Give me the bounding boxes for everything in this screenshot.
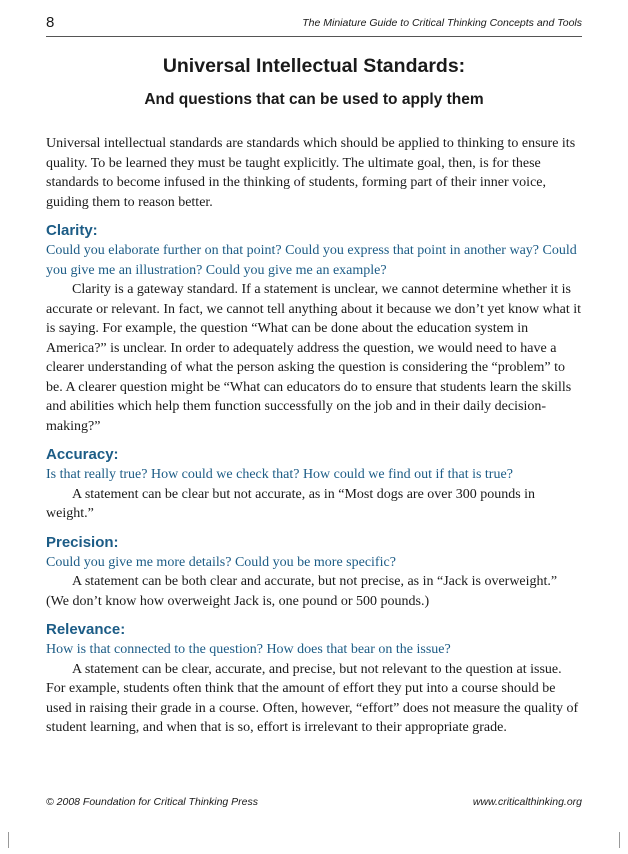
section-precision: [46, 533, 582, 612]
page-footer: [46, 796, 582, 812]
book-title: The Miniature Guide to Critical Thinking Concepts and Tools: [302, 17, 582, 29]
page-number: 8: [46, 14, 55, 31]
section-heading: Clarity:: [46, 222, 98, 239]
running-header: [46, 14, 582, 36]
section-heading: Precision:: [46, 533, 119, 551]
website-link[interactable]: www.criticalthinking.org: [472, 796, 582, 808]
copyright-notice: © 2008 Foundation for Critical Thinking Press: [46, 796, 259, 808]
section-body: A statement can be clear but not accurate, as in “Most dogs are over 300 pounds in weight.”: [46, 486, 536, 521]
crop-mark-left: [8, 832, 9, 848]
section-questions: Could you give me more details? Could you be more specific?: [46, 554, 396, 570]
header-rule: [46, 36, 582, 37]
intro-paragraph: Universal intellectual standards are standards which should be applied to thinking to ensure its quality. To be learned they must be taught explicitly. The ultimate goal, then, is for these standards to become infused in the thinking of students, forming part of their inner voice, guiding them to reason better.: [46, 136, 576, 210]
section-relevance: [46, 620, 582, 738]
section-body: A statement can be clear, accurate, and precise, but not relevant to the question at issue. For example, students often think that the amount of effort they put into a course should be used in raising their grade in a course. Often, however, “effort” does not measure the quality of student learning, and when that is so, effort is irrelevant to their appropriate grade.: [46, 661, 579, 735]
section-body: Clarity is a gateway standard. If a statement is unclear, we cannot determine whether it is accurate or relevant. In fact, we cannot tell anything about it because we don’t yet know what it is saying. For example, the question “What can be done about the education system in America?” is unclear. In order to adequately address the question, we would need to have a clearer understanding of what the person asking the question is considering the “problem” to be. A clearer question might be “What can educators do to ensure that students learn the skills and abilities which help them function successfully on the job and in their daily decision-making?”: [46, 282, 582, 434]
section-clarity: [46, 221, 582, 436]
section-body: A statement can be both clear and accurate, but not precise, as in “Jack is overweight.” (We don’t know how overweight Jack is, one pound or 500 pounds.): [46, 574, 558, 609]
body-text: [46, 134, 582, 747]
crop-mark-right: [619, 832, 620, 848]
section-heading: Accuracy:: [46, 446, 119, 463]
page-subtitle: And questions that can be used to apply them: [144, 91, 484, 108]
section-questions: Could you elaborate further on that point? Could you express that point in another way? Could you give me an illustration? Could you give me an example?: [46, 243, 577, 278]
section-questions: Is that really true? How could we check that? How could we find out if that is true?: [46, 467, 513, 482]
page-title: Universal Intellectual Standards:: [162, 55, 466, 77]
section-heading: Relevance:: [46, 621, 126, 638]
section-questions: How is that connected to the question? How does that bear on the issue?: [46, 642, 451, 657]
section-accuracy: [46, 445, 582, 524]
